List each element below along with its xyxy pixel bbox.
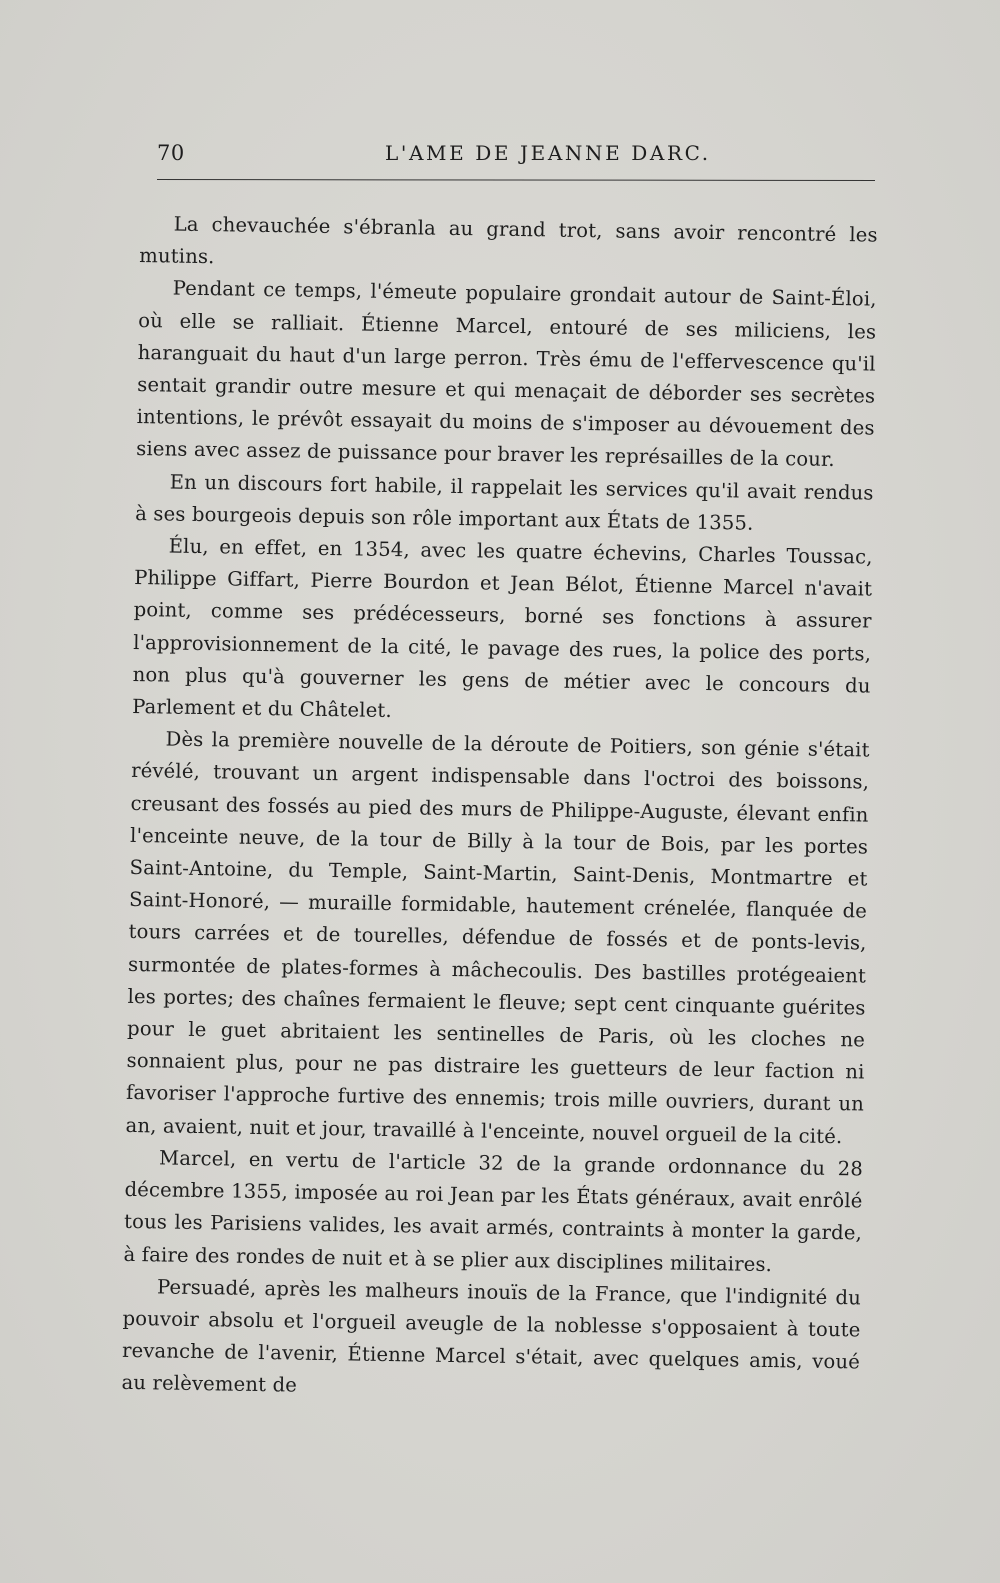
paragraph: Pendant ce temps, l'émeute populaire grondait autour de Saint-Éloi, où elle se ralliait. Étienne Marcel, entouré de ses miliciens, les haranguait du haut d'un large perron. Très ému de l'effervescence qu'il sentait grandir outre mesure et qui menaçait de déborder ses secrètes intentions, le prévôt essayait du moins de s'imposer au dévouement des siens avec assez de puissance pour braver les représailles de la cour.	[136, 276, 877, 472]
body-text	[121, 208, 878, 1411]
paragraph: Persuadé, après les malheurs inouïs de la France, que l'indignité du pouvoir absolu et l'orgueil aveugle de la noblesse s'opposaient à toute revanche de l'avenir, Étienne Marcel s'était, avec quelques amis, voué au relèvement de	[121, 1275, 862, 1397]
paragraph: Élu, en effet, en 1354, avec les quatre échevins, Charles Toussac, Philippe Giffart, Pierre Bourdon et Jean Bélot, Étienne Marcel n'avait point, comme ses prédécesseurs, borné ses fonctions à assurer l'approvisionnement de la cité, le pavage des rues, la police des ports, non plus qu'à gouverner les gens de métier avec le concours du Parlement et du Châtelet.	[131, 534, 873, 723]
header-rule	[157, 179, 875, 181]
paragraph: En un discours fort habile, il rappelait les services qu'il avait rendus à ses bourgeois depuis son rôle important aux États de 1355.	[135, 470, 874, 535]
running-title: L'AME DE JEANNE DARC.	[385, 141, 711, 165]
page-number: 70	[157, 141, 185, 165]
paragraph: Marcel, en vertu de l'article 32 de la grande ordonnance du 28 décembre 1355, imposée au roi Jean par les États généraux, avait enrôlé tous les Parisiens valides, les avait armés, contraints à monter la garde, à faire des rondes de nuit et à se plier aux disciplines militaires.	[123, 1146, 864, 1276]
paragraph: La chevauchée s'ébranla au grand trot, sans avoir rencontré les mutins.	[139, 212, 878, 269]
paragraph: Dès la première nouvelle de la déroute de Poitiers, son génie s'était révélé, trouvant un argent indispensable dans l'octroi des boissons, creusant des fossés au pied des murs de Philippe-Auguste, élevant enfin l'enceinte neuve, de la tour de Billy à la tour de Bois, par les portes Saint-Antoine, du Temple, Saint-Martin, Saint-Denis, Montmartre et Saint-Honoré, — muraille formidable, hautement crénelée, flanquée de tours carrées et de tourelles, défendue de fossés et de ponts-levis, surmontée de plates-formes à mâchecoulis. Des bastilles protégeaient les portes; des chaînes fermaient le fleuve; sept cent cinquante guérites pour le guet abritaient les sentinelles de Paris, où les cloches ne sonnaient plus, pour ne pas distraire les guetteurs de leur faction ni favoriser l'approche furtive des ennemis; trois mille ouvriers, durant un an, avaient, nuit et jour, travaillé à l'enceinte, nouvel orgueil de la cité.	[125, 727, 870, 1148]
